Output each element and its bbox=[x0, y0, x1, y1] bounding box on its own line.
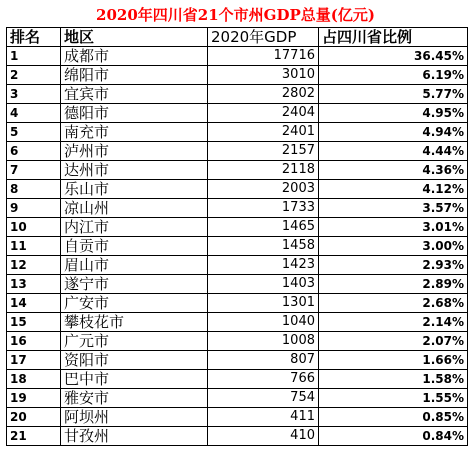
rank-cell[interactable]: 1 bbox=[7, 47, 61, 66]
city-cell[interactable]: 眉山市 bbox=[61, 256, 208, 275]
city-cell[interactable]: 德阳市 bbox=[61, 104, 208, 123]
gdp-cell[interactable]: 1040 bbox=[208, 313, 319, 332]
share-cell[interactable]: 6.19% bbox=[319, 66, 468, 85]
share-cell[interactable]: 2.07% bbox=[319, 332, 468, 351]
rank-cell[interactable]: 20 bbox=[7, 408, 61, 427]
city-cell[interactable]: 凉山州 bbox=[61, 199, 208, 218]
share-cell[interactable]: 4.12% bbox=[319, 180, 468, 199]
rank-cell[interactable]: 21 bbox=[7, 427, 61, 446]
city-cell[interactable]: 南充市 bbox=[61, 123, 208, 142]
city-cell[interactable]: 甘孜州 bbox=[61, 427, 208, 446]
table-row bbox=[7, 275, 468, 294]
city-cell[interactable]: 巴中市 bbox=[61, 370, 208, 389]
gdp-cell[interactable]: 2157 bbox=[208, 142, 319, 161]
rank-cell[interactable]: 11 bbox=[7, 237, 61, 256]
gdp-cell[interactable]: 17716 bbox=[208, 47, 319, 66]
share-cell[interactable]: 4.44% bbox=[319, 142, 468, 161]
table-row bbox=[7, 47, 468, 66]
table-row bbox=[7, 256, 468, 275]
table-row bbox=[7, 142, 468, 161]
header-rank[interactable]: 排名 bbox=[7, 28, 61, 47]
city-cell[interactable]: 绵阳市 bbox=[61, 66, 208, 85]
table-row bbox=[7, 85, 468, 104]
rank-cell[interactable]: 10 bbox=[7, 218, 61, 237]
share-cell[interactable]: 4.94% bbox=[319, 123, 468, 142]
share-cell[interactable]: 3.57% bbox=[319, 199, 468, 218]
rank-cell[interactable]: 2 bbox=[7, 66, 61, 85]
share-cell[interactable]: 3.00% bbox=[319, 237, 468, 256]
share-cell[interactable]: 2.93% bbox=[319, 256, 468, 275]
share-cell[interactable]: 5.77% bbox=[319, 85, 468, 104]
rank-cell[interactable]: 19 bbox=[7, 389, 61, 408]
gdp-cell[interactable]: 766 bbox=[208, 370, 319, 389]
rank-cell[interactable]: 18 bbox=[7, 370, 61, 389]
gdp-cell[interactable]: 807 bbox=[208, 351, 319, 370]
city-cell[interactable]: 宜宾市 bbox=[61, 85, 208, 104]
table-row bbox=[7, 370, 468, 389]
gdp-cell[interactable]: 2802 bbox=[208, 85, 319, 104]
table-row bbox=[7, 180, 468, 199]
table-row bbox=[7, 294, 468, 313]
table-row bbox=[7, 389, 468, 408]
city-cell[interactable]: 内江市 bbox=[61, 218, 208, 237]
table-row bbox=[7, 161, 468, 180]
gdp-cell[interactable]: 2401 bbox=[208, 123, 319, 142]
gdp-cell[interactable]: 1301 bbox=[208, 294, 319, 313]
share-cell[interactable]: 4.95% bbox=[319, 104, 468, 123]
rank-cell[interactable]: 8 bbox=[7, 180, 61, 199]
city-cell[interactable]: 成都市 bbox=[61, 47, 208, 66]
gdp-cell[interactable]: 754 bbox=[208, 389, 319, 408]
table-row bbox=[7, 123, 468, 142]
gdp-cell[interactable]: 2118 bbox=[208, 161, 319, 180]
table-row bbox=[7, 104, 468, 123]
gdp-cell[interactable]: 411 bbox=[208, 408, 319, 427]
city-cell[interactable]: 乐山市 bbox=[61, 180, 208, 199]
gdp-table bbox=[6, 27, 468, 446]
city-cell[interactable]: 广安市 bbox=[61, 294, 208, 313]
share-cell[interactable]: 36.45% bbox=[319, 47, 468, 66]
rank-cell[interactable]: 5 bbox=[7, 123, 61, 142]
gdp-cell[interactable]: 1403 bbox=[208, 275, 319, 294]
share-cell[interactable]: 1.55% bbox=[319, 389, 468, 408]
rank-cell[interactable]: 3 bbox=[7, 85, 61, 104]
share-cell[interactable]: 4.36% bbox=[319, 161, 468, 180]
share-cell[interactable]: 0.84% bbox=[319, 427, 468, 446]
table-row bbox=[7, 199, 468, 218]
table-row bbox=[7, 218, 468, 237]
share-cell[interactable]: 0.85% bbox=[319, 408, 468, 427]
table-row bbox=[7, 351, 468, 370]
city-cell[interactable]: 遂宁市 bbox=[61, 275, 208, 294]
table-row bbox=[7, 332, 468, 351]
rank-cell[interactable]: 17 bbox=[7, 351, 61, 370]
rank-cell[interactable]: 13 bbox=[7, 275, 61, 294]
gdp-cell[interactable]: 1733 bbox=[208, 199, 319, 218]
city-cell[interactable]: 资阳市 bbox=[61, 351, 208, 370]
share-cell[interactable]: 2.14% bbox=[319, 313, 468, 332]
header-city[interactable]: 地区 bbox=[61, 28, 208, 47]
city-cell[interactable]: 泸州市 bbox=[61, 142, 208, 161]
gdp-cell[interactable]: 1008 bbox=[208, 332, 319, 351]
header-share[interactable]: 占四川省比例 bbox=[319, 28, 468, 47]
table-row bbox=[7, 237, 468, 256]
share-cell[interactable]: 2.68% bbox=[319, 294, 468, 313]
share-cell[interactable]: 1.66% bbox=[319, 351, 468, 370]
share-cell[interactable]: 2.89% bbox=[319, 275, 468, 294]
header-row bbox=[7, 28, 468, 47]
table-title: 2020年四川省21个市州GDP总量(亿元) bbox=[96, 6, 375, 24]
table-row bbox=[7, 313, 468, 332]
gdp-cell[interactable]: 2003 bbox=[208, 180, 319, 199]
header-gdp[interactable]: 2020年GDP bbox=[208, 28, 319, 47]
city-cell[interactable]: 攀枝花市 bbox=[61, 313, 208, 332]
rank-cell[interactable]: 9 bbox=[7, 199, 61, 218]
rank-cell[interactable]: 6 bbox=[7, 142, 61, 161]
table-row bbox=[7, 66, 468, 85]
city-cell[interactable]: 自贡市 bbox=[61, 237, 208, 256]
table-row bbox=[7, 408, 468, 427]
rank-cell[interactable]: 15 bbox=[7, 313, 61, 332]
city-cell[interactable]: 阿坝州 bbox=[61, 408, 208, 427]
rank-cell[interactable]: 16 bbox=[7, 332, 61, 351]
rank-cell[interactable]: 4 bbox=[7, 104, 61, 123]
rank-cell[interactable]: 14 bbox=[7, 294, 61, 313]
rank-cell[interactable]: 12 bbox=[7, 256, 61, 275]
city-cell[interactable]: 雅安市 bbox=[61, 389, 208, 408]
gdp-cell[interactable]: 2404 bbox=[208, 104, 319, 123]
city-cell[interactable]: 广元市 bbox=[61, 332, 208, 351]
gdp-cell[interactable]: 1423 bbox=[208, 256, 319, 275]
gdp-cell[interactable]: 410 bbox=[208, 427, 319, 446]
city-cell[interactable]: 达州市 bbox=[61, 161, 208, 180]
gdp-cell[interactable]: 1465 bbox=[208, 218, 319, 237]
gdp-cell[interactable]: 3010 bbox=[208, 66, 319, 85]
share-cell[interactable]: 3.01% bbox=[319, 218, 468, 237]
gdp-cell[interactable]: 1458 bbox=[208, 237, 319, 256]
table-row bbox=[7, 427, 468, 446]
share-cell[interactable]: 1.58% bbox=[319, 370, 468, 389]
rank-cell[interactable]: 7 bbox=[7, 161, 61, 180]
